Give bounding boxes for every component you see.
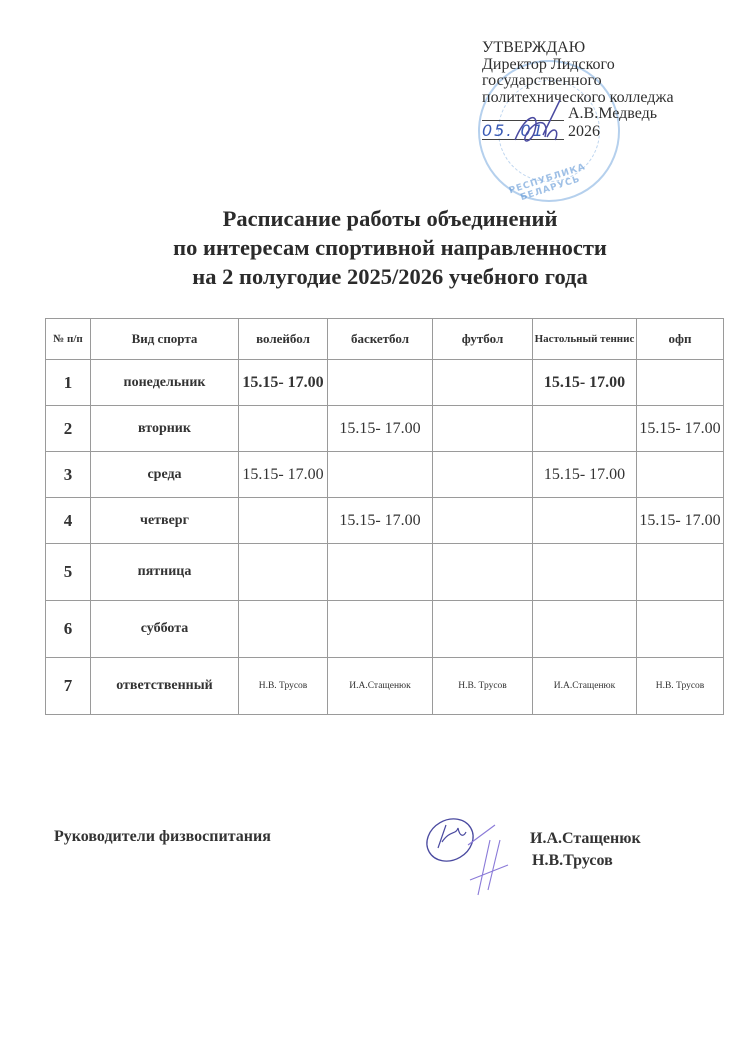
- row-day: суббота: [91, 601, 239, 658]
- header-football: футбол: [433, 319, 533, 360]
- approval-line: Директор Лидского: [482, 55, 615, 73]
- table-row: [46, 544, 724, 601]
- header-sport: Вид спорта: [91, 319, 239, 360]
- table-row: [46, 360, 724, 406]
- stamp-text: РЕСПУБЛИКА БЕЛАРУСЬ: [507, 162, 588, 204]
- schedule-cell: [239, 406, 328, 452]
- schedule-cell: [637, 601, 724, 658]
- footer-role: Руководители физвоспитания: [54, 828, 271, 845]
- row-day: понедельник: [91, 360, 239, 406]
- table-header-row: [46, 319, 724, 360]
- schedule-table: [45, 318, 724, 715]
- row-number: 2: [46, 406, 91, 452]
- schedule-cell: 15.15- 17.00: [239, 360, 328, 406]
- schedule-cell: 15.15- 17.00: [637, 498, 724, 544]
- schedule-cell: [328, 452, 433, 498]
- schedule-cell: [433, 544, 533, 601]
- schedule-cell: [533, 498, 637, 544]
- date-handwritten: [482, 120, 564, 141]
- table-row: [46, 658, 724, 715]
- schedule-cell: 15.15- 17.00: [533, 452, 637, 498]
- signer-name: А.В.Медведь: [568, 105, 658, 122]
- title-line-2: по интересам спортивной направленности: [173, 235, 607, 260]
- row-number: 1: [46, 360, 91, 406]
- schedule-cell: [637, 360, 724, 406]
- document-title: [0, 204, 750, 291]
- responsible-cell: И.А.Стащенюк: [533, 658, 637, 715]
- schedule-cell: [433, 406, 533, 452]
- table-row: [46, 452, 724, 498]
- date-day: 05.: [482, 120, 514, 140]
- header-ofp: офп: [637, 319, 724, 360]
- row-number: 4: [46, 498, 91, 544]
- header-number: № п/п: [46, 319, 91, 360]
- row-day: четверг: [91, 498, 239, 544]
- schedule-cell: [328, 360, 433, 406]
- schedule-cell: 15.15- 17.00: [637, 406, 724, 452]
- footer-name: И.А.Стащенюк: [530, 830, 641, 847]
- approval-heading: УТВЕРЖДАЮ: [482, 39, 586, 56]
- approval-line: государственного: [482, 72, 602, 89]
- approval-line: политехнического колледжа: [482, 88, 674, 106]
- signature-2-stroke: [468, 825, 508, 895]
- schedule-cell: [328, 544, 433, 601]
- title-line-3: на 2 полугодие 2025/2026 учебного года: [192, 264, 588, 289]
- schedule-cell: [433, 498, 533, 544]
- title-line-1: Расписание работы объединений: [222, 206, 558, 231]
- header-basketball: баскетбол: [328, 319, 433, 360]
- schedule-cell: 15.15- 17.00: [533, 360, 637, 406]
- schedule-cell: [533, 406, 637, 452]
- table-row: [46, 601, 724, 658]
- schedule-cell: 15.15- 17.00: [328, 406, 433, 452]
- schedule-cell: 15.15- 17.00: [328, 498, 433, 544]
- table-row: [46, 406, 724, 452]
- row-number: 6: [46, 601, 91, 658]
- schedule-cell: [433, 360, 533, 406]
- footer-name: Н.В.Трусов: [532, 852, 613, 869]
- footer-names: [530, 828, 641, 872]
- row-number: 7: [46, 658, 91, 715]
- row-number: 5: [46, 544, 91, 601]
- table-row: [46, 498, 724, 544]
- schedule-cell: [239, 544, 328, 601]
- schedule-cell: [533, 601, 637, 658]
- signature-1-oval: [420, 811, 481, 870]
- responsible-cell: И.А.Стащенюк: [328, 658, 433, 715]
- header-table-tennis: Настольный теннис: [533, 319, 637, 360]
- row-day: среда: [91, 452, 239, 498]
- schedule-cell: 15.15- 17.00: [239, 452, 328, 498]
- schedule-cell: [637, 452, 724, 498]
- schedule-cell: [328, 601, 433, 658]
- date-year: 2026: [568, 122, 600, 140]
- footer-signatures: [420, 810, 530, 900]
- signature-1-stroke: [438, 825, 466, 848]
- date-month: 01: [520, 120, 545, 140]
- approval-date: [482, 120, 722, 141]
- schedule-cell: [239, 601, 328, 658]
- schedule-cell: [433, 452, 533, 498]
- row-day: вторник: [91, 406, 239, 452]
- row-number: 3: [46, 452, 91, 498]
- header-volleyball: волейбол: [239, 319, 328, 360]
- responsible-cell: Н.В. Трусов: [239, 658, 328, 715]
- schedule-cell: [239, 498, 328, 544]
- schedule-cell: [533, 544, 637, 601]
- responsible-cell: Н.В. Трусов: [433, 658, 533, 715]
- approval-block: [482, 40, 722, 140]
- row-day: пятница: [91, 544, 239, 601]
- row-day: ответственный: [91, 658, 239, 715]
- schedule-cell: [433, 601, 533, 658]
- responsible-cell: Н.В. Трусов: [637, 658, 724, 715]
- schedule-cell: [637, 544, 724, 601]
